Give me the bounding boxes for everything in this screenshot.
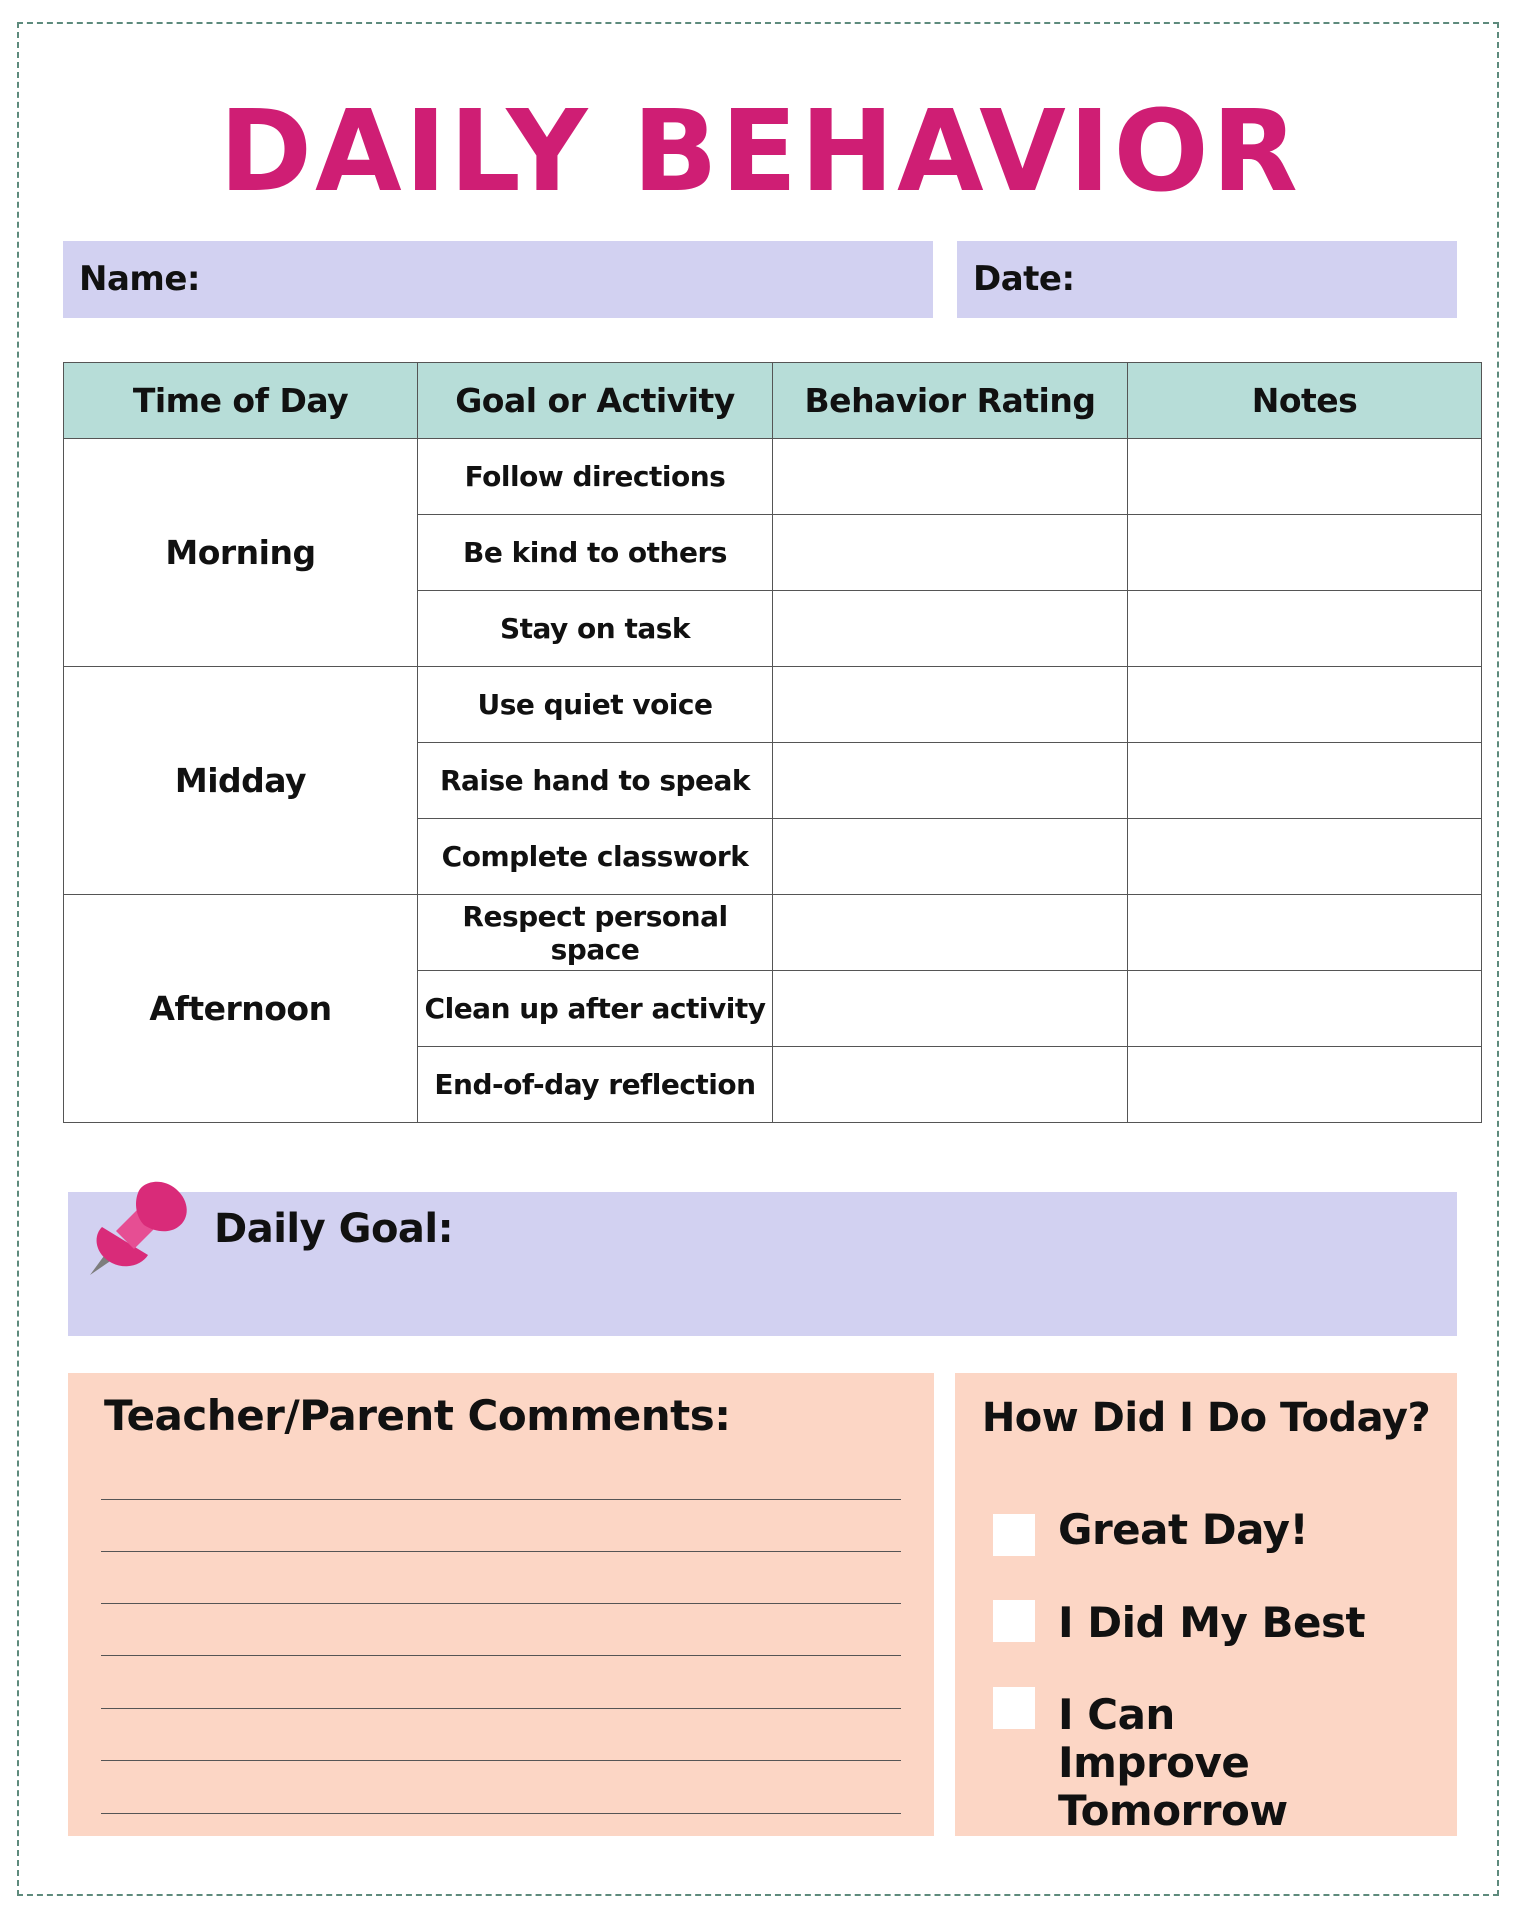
activity-cell: Respect personal space bbox=[418, 895, 773, 971]
notes-cell[interactable] bbox=[1128, 667, 1482, 743]
notes-cell[interactable] bbox=[1128, 515, 1482, 591]
period-afternoon: Afternoon bbox=[64, 895, 418, 1123]
rating-cell[interactable] bbox=[773, 515, 1128, 591]
header-behavior-rating: Behavior Rating bbox=[773, 363, 1128, 439]
header-goal-or-activity: Goal or Activity bbox=[418, 363, 773, 439]
can-improve-label: I Can Improve Tomorrow bbox=[1058, 1690, 1288, 1835]
table-row bbox=[64, 667, 1482, 743]
notes-cell[interactable] bbox=[1128, 819, 1482, 895]
rating-cell[interactable] bbox=[773, 971, 1128, 1047]
notes-cell[interactable] bbox=[1128, 591, 1482, 667]
notes-cell[interactable] bbox=[1128, 1047, 1482, 1123]
page-title: DAILY BEHAVIOR bbox=[219, 87, 1301, 217]
comment-line[interactable] bbox=[101, 1813, 901, 1814]
daily-goal-label: Daily Goal: bbox=[214, 1206, 454, 1252]
rating-cell[interactable] bbox=[773, 439, 1128, 515]
self-rating-section bbox=[955, 1373, 1457, 1836]
date-field[interactable] bbox=[957, 241, 1457, 318]
comments-section bbox=[68, 1373, 934, 1836]
name-label: Name: bbox=[79, 259, 200, 299]
period-midday: Midday bbox=[64, 667, 418, 895]
notes-cell[interactable] bbox=[1128, 971, 1482, 1047]
comment-line[interactable] bbox=[101, 1499, 901, 1500]
activity-cell: Follow directions bbox=[418, 439, 773, 515]
rating-cell[interactable] bbox=[773, 819, 1128, 895]
rating-cell[interactable] bbox=[773, 591, 1128, 667]
comment-line[interactable] bbox=[101, 1708, 901, 1709]
great-day-label: Great Day! bbox=[1058, 1505, 1309, 1554]
comment-line[interactable] bbox=[101, 1760, 901, 1761]
comment-line[interactable] bbox=[101, 1603, 901, 1604]
pushpin-icon bbox=[82, 1175, 194, 1285]
notes-cell[interactable] bbox=[1128, 439, 1482, 515]
activity-cell: Complete classwork bbox=[418, 819, 773, 895]
name-field[interactable] bbox=[63, 241, 933, 318]
did-my-best-label: I Did My Best bbox=[1058, 1598, 1366, 1647]
header-time-of-day: Time of Day bbox=[64, 363, 418, 439]
self-rating-title: How Did I Do Today? bbox=[981, 1395, 1431, 1441]
rating-cell[interactable] bbox=[773, 667, 1128, 743]
activity-cell: Stay on task bbox=[418, 591, 773, 667]
did-my-best-checkbox[interactable] bbox=[993, 1600, 1035, 1642]
table-row bbox=[64, 895, 1482, 971]
great-day-checkbox[interactable] bbox=[993, 1514, 1035, 1556]
comments-title: Teacher/Parent Comments: bbox=[104, 1391, 731, 1440]
period-morning: Morning bbox=[64, 439, 418, 667]
can-improve-checkbox[interactable] bbox=[993, 1687, 1035, 1729]
activity-cell: End-of-day reflection bbox=[418, 1047, 773, 1123]
activity-cell: Raise hand to speak bbox=[418, 743, 773, 819]
rating-cell[interactable] bbox=[773, 743, 1128, 819]
activity-cell: Use quiet voice bbox=[418, 667, 773, 743]
rating-cell[interactable] bbox=[773, 895, 1128, 971]
activity-cell: Clean up after activity bbox=[418, 971, 773, 1047]
comment-line[interactable] bbox=[101, 1551, 901, 1552]
rating-cell[interactable] bbox=[773, 1047, 1128, 1123]
comment-line[interactable] bbox=[101, 1655, 901, 1656]
date-label: Date: bbox=[973, 259, 1075, 299]
behavior-table bbox=[63, 362, 1482, 1123]
activity-cell: Be kind to others bbox=[418, 515, 773, 591]
notes-cell[interactable] bbox=[1128, 743, 1482, 819]
header-notes: Notes bbox=[1128, 363, 1482, 439]
table-row bbox=[64, 439, 1482, 515]
table-header-row bbox=[64, 363, 1482, 439]
notes-cell[interactable] bbox=[1128, 895, 1482, 971]
